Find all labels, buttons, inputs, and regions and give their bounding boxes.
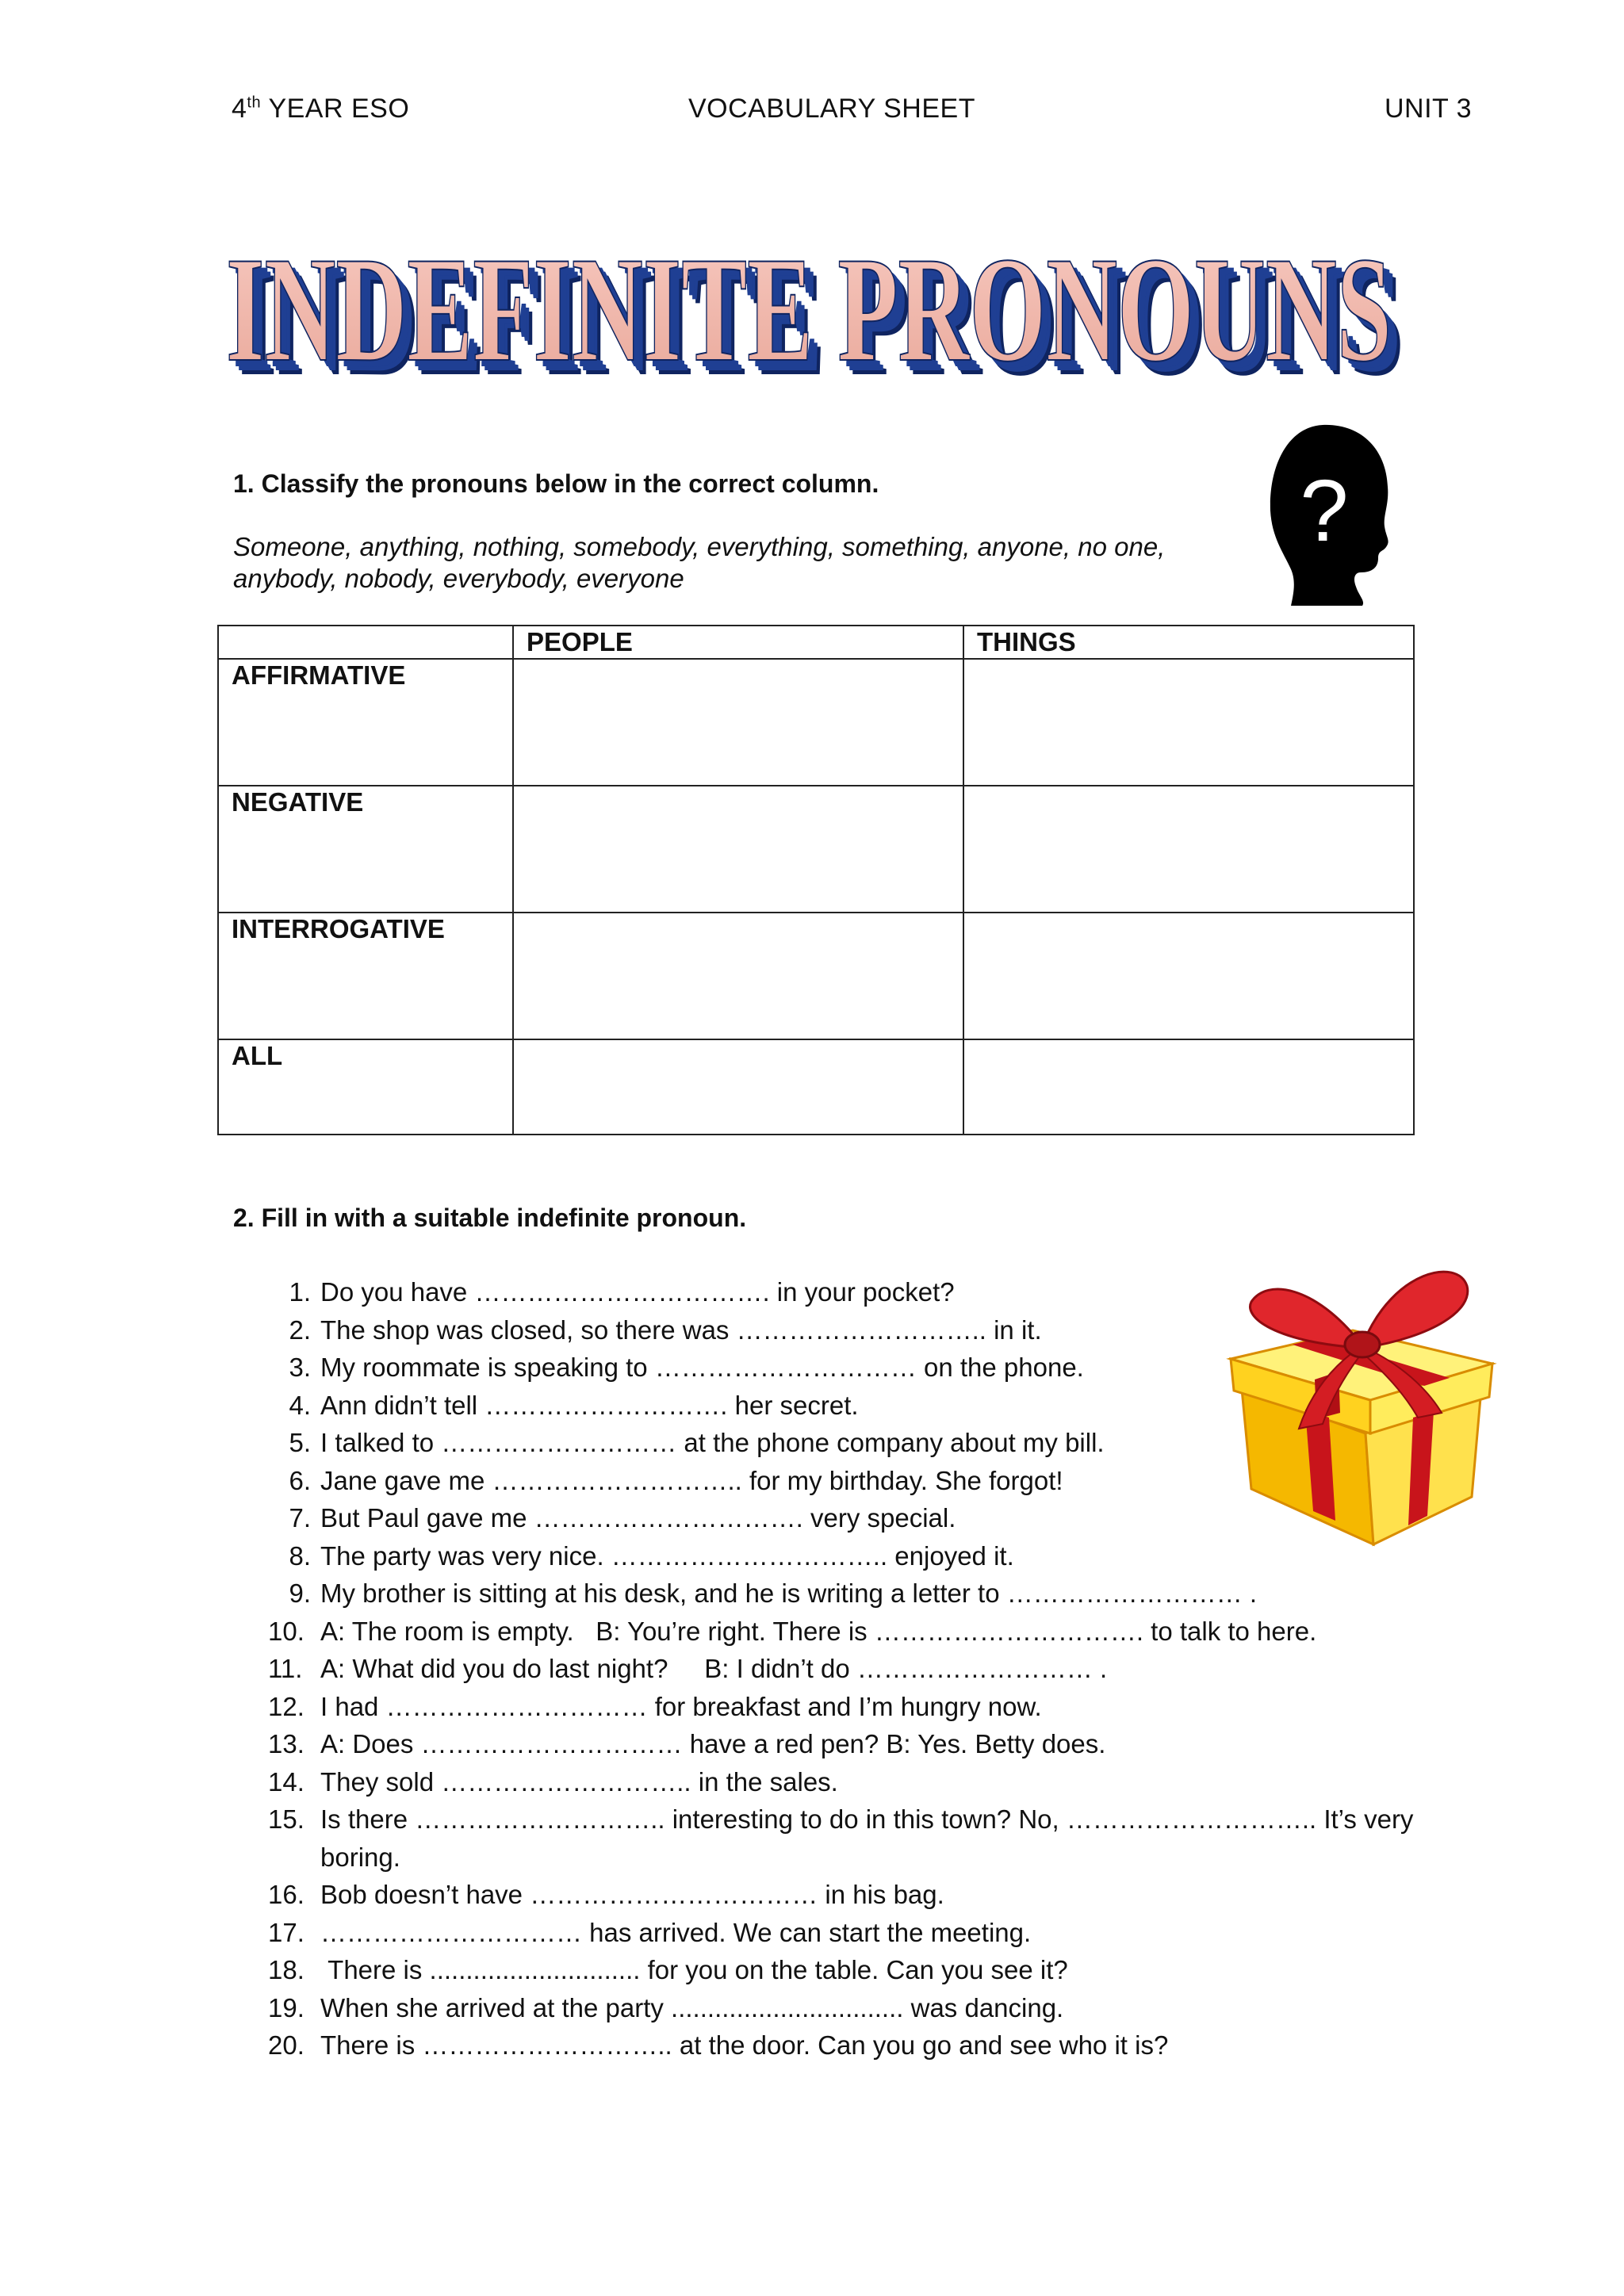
exercise-text: Do you have ……………………………. in your pocket? xyxy=(320,1277,955,1307)
exercise-text: A: The room is empty. B: You’re right. There is …………………………. to talk to here. xyxy=(320,1616,1317,1646)
exercise-number: 8. xyxy=(289,1540,311,1571)
exercise-number: 20. xyxy=(268,2030,304,2060)
table-row xyxy=(218,786,1414,913)
gift-box-icon xyxy=(1220,1254,1499,1548)
exercise-number: 5. xyxy=(289,1428,311,1457)
section1-heading: 1. Classify the pronouns below in the correct column. xyxy=(233,469,879,498)
exercise-text: The party was very nice. ………………………….. enjoyed it. xyxy=(320,1540,1014,1571)
head-question-icon xyxy=(1267,422,1391,609)
table-row xyxy=(218,913,1414,1039)
exercise-item xyxy=(271,1839,1477,1877)
title-word-art-text: INDEFINITE PRONOUNS xyxy=(232,233,1398,395)
table-row xyxy=(218,1039,1414,1135)
exercise-number: 2. xyxy=(289,1314,311,1345)
word-list-line: anybody, nobody, everybody, everyone xyxy=(233,564,684,593)
pronoun-word-list xyxy=(233,531,1165,595)
exercise-text: Bob doesn’t have …………………………… in his bag. xyxy=(320,1880,944,1909)
exercise-text: They sold ……………………….. in the sales. xyxy=(320,1766,838,1797)
exercise-number: 7. xyxy=(289,1503,311,1533)
exercise-number: 10. xyxy=(268,1616,304,1646)
exercise-number: 16. xyxy=(268,1880,304,1909)
answer-cell[interactable] xyxy=(963,913,1414,1039)
row-label-negative: NEGATIVE xyxy=(218,786,513,913)
exercise-text: A: Does ………………………… have a red pen? B: Yes. Betty does. xyxy=(320,1729,1106,1758)
exercise-text: Is there ……………………….. interesting to do in this town? No, ……………………….. It’s very xyxy=(320,1804,1414,1834)
section2-heading: 2. Fill in with a suitable indefinite pronoun. xyxy=(233,1203,747,1232)
table-row xyxy=(218,659,1414,786)
exercise-item xyxy=(268,1613,1477,1651)
column-header-things: THINGS xyxy=(963,626,1414,659)
exercise-number: 19. xyxy=(268,1992,304,2022)
exercise-text: ………………………… has arrived. We can start the meeting. xyxy=(320,1917,1032,1947)
title-word-art-text: INDEFINITE PRONOUNS xyxy=(239,241,1404,395)
exercise-item xyxy=(268,1951,1477,1989)
answer-cell[interactable] xyxy=(963,786,1414,913)
exercise-number: 18. xyxy=(268,1955,304,1984)
word-list-line: Someone, anything, nothing, somebody, everything, something, anyone, no one, xyxy=(233,532,1166,561)
exercise-text: There is ............................. for you on the table. Can you see it? xyxy=(320,1955,1068,1984)
exercise-item xyxy=(268,1800,1477,1839)
svg-text:?: ? xyxy=(1300,462,1349,560)
row-label-affirmative: AFFIRMATIVE xyxy=(218,659,513,786)
classify-table xyxy=(217,625,1415,1135)
answer-cell[interactable] xyxy=(513,659,963,786)
exercise-item xyxy=(268,1876,1477,1914)
table-corner-cell xyxy=(218,626,513,659)
exercise-item xyxy=(268,1688,1477,1726)
exercise-number: 9. xyxy=(289,1578,311,1608)
exercise-number: 15. xyxy=(268,1804,304,1834)
exercise-text: Ann didn’t tell ………………………. her secret. xyxy=(320,1390,859,1420)
exercise-text: Jane gave me ……………………….. for my birthday. She forgot! xyxy=(320,1465,1063,1495)
answer-cell[interactable] xyxy=(513,1039,963,1135)
exercise-number: 14. xyxy=(268,1766,304,1797)
exercise-text: The shop was closed, so there was ……………………….. in it. xyxy=(320,1314,1042,1345)
title-word-art-text: INDEFINITE PRONOUNS xyxy=(226,227,1392,393)
exercise-item xyxy=(268,1763,1477,1801)
exercise-item xyxy=(268,1725,1477,1763)
row-label-all: ALL xyxy=(218,1039,513,1135)
header-year: 4th YEAR ESO xyxy=(232,94,410,124)
exercise-number: 12. xyxy=(268,1691,304,1721)
exercise-number: 17. xyxy=(268,1917,304,1947)
exercise-text: When she arrived at the party ................................ was dancing. xyxy=(320,1992,1064,2022)
title-word-art xyxy=(222,205,1411,395)
exercise-number: 13. xyxy=(268,1729,304,1758)
exercise-text: I talked to ……………………… at the phone company about my bill. xyxy=(320,1428,1105,1457)
header-sheet-title: VOCABULARY SHEET xyxy=(688,94,975,124)
header-unit: UNIT 3 xyxy=(1385,94,1473,124)
answer-cell[interactable] xyxy=(513,786,963,913)
exercise-text: My roommate is speaking to ………………………… on the phone. xyxy=(320,1353,1084,1382)
exercise-number: 11. xyxy=(268,1654,303,1683)
exercise-text: A: What did you do last night? B: I didn’t do ……………………… . xyxy=(320,1654,1108,1683)
exercise-number: 6. xyxy=(289,1465,311,1495)
table-row xyxy=(218,626,1414,659)
exercise-item xyxy=(271,1575,1477,1613)
column-header-people: PEOPLE xyxy=(513,626,963,659)
exercise-number: 1. xyxy=(289,1277,311,1307)
exercise-text: boring. xyxy=(320,1842,400,1872)
title-word-art-text: INDEFINITE PRONOUNS xyxy=(236,237,1401,395)
exercise-item xyxy=(268,1650,1477,1688)
exercise-number: 4. xyxy=(289,1390,311,1420)
answer-cell[interactable] xyxy=(963,1039,1414,1135)
exercise-item xyxy=(268,1914,1477,1952)
exercise-text: There is ……………………….. at the door. Can you go and see who it is? xyxy=(320,2030,1169,2060)
answer-cell[interactable] xyxy=(963,659,1414,786)
exercise-number: 3. xyxy=(289,1353,311,1382)
exercise-text: But Paul gave me …………………………. very special. xyxy=(320,1503,956,1533)
exercise-text: My brother is sitting at his desk, and he is writing a letter to ……………………… . xyxy=(320,1578,1258,1608)
answer-cell[interactable] xyxy=(513,913,963,1039)
exercise-item xyxy=(268,1989,1477,2027)
row-label-interrogative: INTERROGATIVE xyxy=(218,913,513,1039)
exercise-item xyxy=(268,2026,1477,2064)
exercise-text: I had ………………………… for breakfast and I’m hungry now. xyxy=(320,1691,1042,1721)
